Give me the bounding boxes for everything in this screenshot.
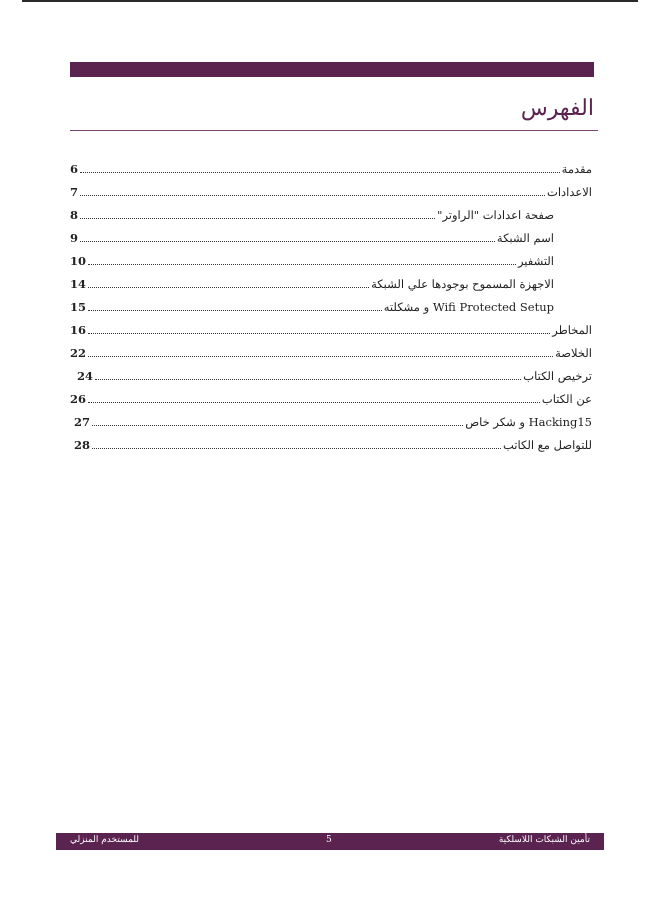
toc-entry-summary[interactable] — [70, 344, 592, 362]
toc-entry-label: مقدمة — [561, 162, 592, 176]
toc-entry-router-page[interactable] — [70, 206, 554, 224]
dot-leader — [88, 344, 553, 357]
toc-entry-network-name[interactable] — [70, 229, 554, 247]
toc-entry-label: التشفير — [517, 254, 554, 268]
dot-leader — [92, 436, 501, 449]
toc-entry-thanks[interactable] — [74, 413, 592, 431]
dot-leader — [80, 183, 545, 196]
toc-entry-label: الاعدادات — [547, 185, 592, 199]
toc-entry-page: 14 — [70, 277, 87, 291]
toc-entry-page: 10 — [70, 254, 87, 268]
dot-leader — [88, 321, 550, 334]
toc-entry-encryption[interactable] — [70, 252, 554, 270]
toc-entry-allowed-devices[interactable] — [70, 275, 554, 293]
footer-band — [56, 833, 604, 850]
dot-leader — [92, 413, 463, 426]
dot-leader — [88, 275, 369, 288]
footer-audience: للمستخدم المنزلي — [70, 835, 140, 845]
toc-entry-settings[interactable] — [70, 183, 592, 201]
dot-leader — [88, 390, 540, 403]
toc-entry-risks[interactable] — [70, 321, 592, 339]
toc-entry-wps[interactable] — [70, 298, 554, 316]
toc-entry-page: 22 — [70, 346, 87, 360]
dot-leader — [80, 160, 560, 173]
toc-entry-about-book[interactable] — [70, 390, 592, 408]
dot-leader — [95, 367, 521, 380]
dot-leader — [80, 206, 435, 219]
toc-entry-label: صفحة اعدادات "الراوتر" — [437, 208, 554, 222]
toc-entry-page: 9 — [70, 231, 79, 245]
footer-page-number: 5 — [326, 835, 332, 845]
toc-entry-intro[interactable] — [70, 160, 592, 178]
dot-leader — [88, 298, 382, 311]
toc-entry-page: 27 — [74, 415, 91, 429]
toc-entry-page: 8 — [70, 208, 79, 222]
toc-entry-label: عن الكتاب — [541, 392, 592, 406]
toc-entry-label: Hacking15 و شكر خاص — [465, 415, 592, 429]
dot-leader — [88, 252, 516, 265]
toc-entry-label: ترخيص الكتاب — [523, 369, 592, 383]
toc-entry-page: 24 — [77, 369, 94, 383]
toc-entry-label: المخاطر — [552, 323, 592, 337]
toc-entry-label: اسم الشبكة — [496, 231, 554, 245]
footer-book-title: تأمين الشبكات اللاسلكية — [498, 835, 590, 845]
toc-entry-label: الخلاصة — [555, 346, 592, 360]
toc-entry-label: Wifi Protected Setup و مشكلته — [383, 300, 554, 314]
toc-entry-page: 7 — [70, 185, 79, 199]
toc-entry-page: 28 — [74, 438, 91, 452]
toc-entry-page: 15 — [70, 300, 87, 314]
dot-leader — [80, 229, 495, 242]
toc-entry-label: الاجهزة المسموح بوجودها علي الشبكة — [371, 277, 554, 291]
toc-entry-contact[interactable] — [74, 436, 592, 454]
toc-entry-label: للتواصل مع الكاتب — [502, 438, 592, 452]
toc-entry-page: 26 — [70, 392, 87, 406]
toc-entry-license[interactable] — [77, 367, 592, 385]
toc-entry-page: 6 — [70, 162, 79, 176]
toc-entry-page: 16 — [70, 323, 87, 337]
toc-title: الفهرس — [520, 96, 594, 121]
